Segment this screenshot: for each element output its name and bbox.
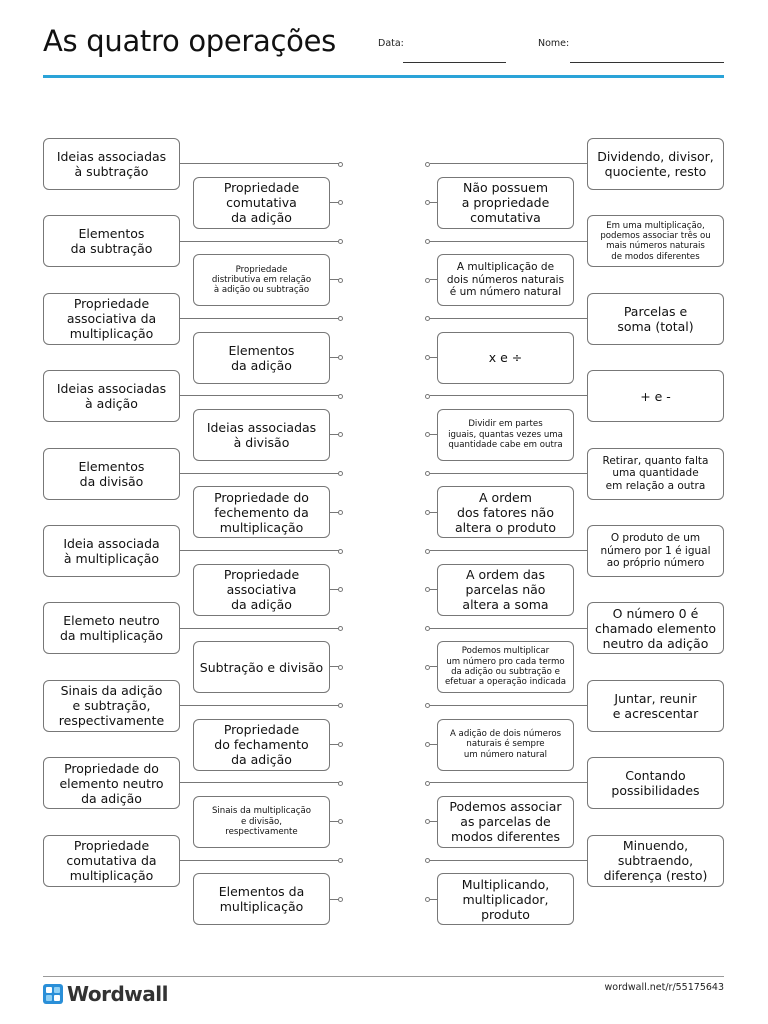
- left-match-box[interactable]: [193, 332, 330, 384]
- footer-url: wordwall.net/r/55175643: [604, 982, 724, 993]
- left-connector-line: [180, 241, 340, 242]
- left-match-text: Sinais da multiplicação e divisão, respectivamente: [211, 806, 312, 838]
- left-match-box[interactable]: [193, 719, 330, 771]
- left-match-box[interactable]: [193, 796, 330, 848]
- right-match-text: Minuendo, subtraendo, diferença (resto): [603, 838, 708, 884]
- right-match-box[interactable]: [437, 486, 574, 538]
- right-match-box[interactable]: [587, 602, 724, 654]
- left-connector-dot[interactable]: [338, 162, 343, 167]
- brand-logo: [43, 982, 168, 1006]
- right-match-text: Retirar, quanto falta uma quantidade em relação a outra: [602, 454, 709, 492]
- right-match-box[interactable]: [437, 332, 574, 384]
- right-match-box[interactable]: [437, 873, 574, 925]
- left-connector-line: [180, 628, 340, 629]
- right-connector-dot[interactable]: [425, 587, 430, 592]
- left-connector-dot[interactable]: [338, 742, 343, 747]
- right-connector-dot[interactable]: [425, 200, 430, 205]
- right-match-text: Dividir em partes iguais, quantas vezes uma quantidade cabe em outra: [448, 419, 563, 451]
- right-connector-line: [430, 821, 437, 822]
- right-connector-dot[interactable]: [425, 510, 430, 515]
- left-match-box[interactable]: [43, 602, 180, 654]
- name-label: Nome:: [538, 38, 570, 49]
- left-match-text: Propriedade associativa da adição: [223, 567, 300, 613]
- right-connector-dot[interactable]: [425, 549, 430, 554]
- right-connector-dot[interactable]: [425, 239, 430, 244]
- left-connector-line: [180, 705, 340, 706]
- right-connector-line: [430, 279, 437, 280]
- right-connector-line: [430, 550, 587, 551]
- right-connector-line: [430, 705, 587, 706]
- right-connector-line: [430, 357, 437, 358]
- left-connector-line: [180, 163, 340, 164]
- right-match-text: A ordem dos fatores não altera o produto: [455, 489, 556, 535]
- left-match-text: Subtração e divisão: [199, 659, 324, 675]
- left-connector-dot[interactable]: [338, 858, 343, 863]
- name-line: [570, 62, 724, 63]
- right-match-text: Não possuem a propriedade comutativa: [461, 180, 550, 226]
- left-connector-dot[interactable]: [338, 510, 343, 515]
- right-connector-line: [430, 241, 587, 242]
- right-connector-dot[interactable]: [425, 742, 430, 747]
- left-match-text: Elemeto neutro da multiplicação: [59, 613, 164, 644]
- left-connector-dot[interactable]: [338, 200, 343, 205]
- right-connector-line: [430, 163, 587, 164]
- date-label: Data:: [378, 38, 404, 49]
- right-connector-dot[interactable]: [425, 432, 430, 437]
- right-match-box[interactable]: [437, 719, 574, 771]
- left-match-text: Propriedade associativa da multiplicação: [66, 296, 157, 342]
- right-connector-dot[interactable]: [425, 897, 430, 902]
- right-match-box[interactable]: [437, 409, 574, 461]
- right-connector-line: [430, 628, 587, 629]
- left-match-box[interactable]: [43, 138, 180, 190]
- right-match-text: A adição de dois números naturais é sempre um número natural: [449, 729, 562, 760]
- right-match-text: O produto de um número por 1 é igual ao próprio número: [600, 532, 711, 570]
- right-match-box[interactable]: [587, 525, 724, 577]
- right-match-text: Juntar, reunir e acrescentar: [612, 690, 699, 721]
- right-connector-line: [430, 512, 437, 513]
- right-connector-dot[interactable]: [425, 703, 430, 708]
- left-match-text: Elementos da adição: [228, 342, 295, 373]
- left-connector-dot[interactable]: [338, 278, 343, 283]
- left-connector-line: [180, 550, 340, 551]
- left-connector-line: [180, 395, 340, 396]
- right-match-box[interactable]: [587, 448, 724, 500]
- right-connector-dot[interactable]: [425, 858, 430, 863]
- left-connector-line: [180, 473, 340, 474]
- right-connector-line: [430, 744, 437, 745]
- right-match-box[interactable]: [587, 757, 724, 809]
- right-connector-line: [430, 434, 437, 435]
- right-match-box[interactable]: [437, 254, 574, 306]
- left-match-box[interactable]: [193, 177, 330, 229]
- left-match-text: Propriedade do elemento neutro da adição: [59, 760, 164, 806]
- left-connector-dot[interactable]: [338, 819, 343, 824]
- right-match-text: A multiplicação de dois números naturais é um número natural: [446, 261, 565, 299]
- left-connector-dot[interactable]: [338, 432, 343, 437]
- right-match-box[interactable]: [587, 680, 724, 732]
- left-match-text: Sinais da adição e subtração, respectivamente: [58, 683, 165, 729]
- right-match-text: Parcelas e soma (total): [617, 303, 694, 334]
- brand-name: Wordwall: [67, 982, 168, 1006]
- right-connector-line: [430, 860, 587, 861]
- wordwall-logo-icon: [43, 984, 63, 1004]
- left-connector-dot[interactable]: [338, 703, 343, 708]
- left-connector-line: [180, 318, 340, 319]
- left-match-box[interactable]: [43, 370, 180, 422]
- left-match-text: Propriedade distributiva em relação à adição ou subtração: [211, 264, 312, 296]
- right-match-box[interactable]: [587, 138, 724, 190]
- left-match-box[interactable]: [193, 641, 330, 693]
- right-match-text: Em uma multiplicação, podemos associar três ou mais números naturais de modos diferentes: [600, 220, 711, 262]
- left-match-text: Propriedade comutativa da adição: [223, 180, 300, 226]
- right-match-text: Contando possibilidades: [611, 768, 700, 799]
- right-match-text: O número 0 é chamado elemento neutro da adição: [594, 605, 717, 651]
- right-connector-line: [430, 395, 587, 396]
- left-match-box[interactable]: [43, 525, 180, 577]
- left-match-text: Ideias associadas à subtração: [56, 149, 167, 179]
- left-match-text: Ideia associada à multiplicação: [63, 536, 160, 566]
- right-connector-line: [430, 473, 587, 474]
- right-match-box[interactable]: [437, 641, 574, 693]
- right-match-text: x e ÷: [488, 350, 523, 365]
- left-match-box[interactable]: [193, 486, 330, 538]
- left-match-box[interactable]: [43, 293, 180, 345]
- right-connector-dot[interactable]: [425, 162, 430, 167]
- left-connector-dot[interactable]: [338, 239, 343, 244]
- left-match-text: Ideias associadas à adição: [56, 381, 167, 412]
- date-line: [403, 62, 506, 63]
- right-match-box[interactable]: [437, 564, 574, 616]
- left-connector-dot[interactable]: [338, 471, 343, 476]
- left-match-box[interactable]: [193, 254, 330, 306]
- page-title: As quatro operações: [43, 24, 336, 58]
- right-connector-dot[interactable]: [425, 781, 430, 786]
- right-match-box[interactable]: [587, 835, 724, 887]
- left-match-text: Elementos da multiplicação: [218, 884, 305, 915]
- left-connector-dot[interactable]: [338, 665, 343, 670]
- right-connector-dot[interactable]: [425, 471, 430, 476]
- left-match-box[interactable]: [43, 835, 180, 887]
- right-connector-line: [430, 782, 587, 783]
- left-connector-dot[interactable]: [338, 897, 343, 902]
- right-connector-line: [430, 202, 437, 203]
- right-match-box[interactable]: [437, 177, 574, 229]
- left-match-box[interactable]: [43, 215, 180, 267]
- right-connector-line: [430, 666, 437, 667]
- left-connector-dot[interactable]: [338, 626, 343, 631]
- left-connector-dot[interactable]: [338, 316, 343, 321]
- right-connector-dot[interactable]: [425, 316, 430, 321]
- right-connector-line: [430, 318, 587, 319]
- left-connector-dot[interactable]: [338, 587, 343, 592]
- top-rule: [43, 75, 724, 78]
- right-match-box[interactable]: [587, 370, 724, 422]
- left-match-box[interactable]: [43, 448, 180, 500]
- right-match-text: + e -: [640, 388, 671, 404]
- right-match-text: A ordem das parcelas não altera a soma: [462, 567, 549, 613]
- left-connector-dot[interactable]: [338, 394, 343, 399]
- left-connector-line: [180, 782, 340, 783]
- left-match-box[interactable]: [43, 680, 180, 732]
- left-match-box[interactable]: [43, 757, 180, 809]
- left-match-box[interactable]: [193, 873, 330, 925]
- footer-rule: [43, 976, 724, 977]
- left-match-text: Propriedade comutativa da multiplicação: [66, 838, 157, 884]
- right-match-text: Multiplicando, multiplicador, produto: [461, 876, 550, 922]
- right-connector-dot[interactable]: [425, 819, 430, 824]
- right-connector-line: [430, 589, 437, 590]
- right-match-text: Podemos multiplicar um número pro cada termo da adição ou subtração e efetuar a operação indicada: [444, 646, 567, 688]
- right-connector-dot[interactable]: [425, 278, 430, 283]
- left-connector-dot[interactable]: [338, 549, 343, 554]
- right-connector-dot[interactable]: [425, 626, 430, 631]
- right-match-text: Dividendo, divisor, quociente, resto: [597, 149, 714, 179]
- right-match-box[interactable]: [587, 293, 724, 345]
- right-match-box[interactable]: [587, 215, 724, 267]
- left-match-text: Propriedade do fechamento da adição: [214, 722, 309, 767]
- right-connector-line: [430, 899, 437, 900]
- right-match-text: Podemos associar as parcelas de modos diferentes: [449, 799, 562, 845]
- right-connector-dot[interactable]: [425, 355, 430, 360]
- left-match-box[interactable]: [193, 409, 330, 461]
- left-match-text: Elementos da divisão: [78, 458, 145, 489]
- right-connector-dot[interactable]: [425, 665, 430, 670]
- left-connector-dot[interactable]: [338, 781, 343, 786]
- left-match-box[interactable]: [193, 564, 330, 616]
- left-match-text: Elementos da subtração: [70, 226, 153, 257]
- left-connector-dot[interactable]: [338, 355, 343, 360]
- left-match-text: Ideias associadas à divisão: [206, 419, 317, 450]
- left-connector-line: [180, 860, 340, 861]
- right-connector-dot[interactable]: [425, 394, 430, 399]
- right-match-box[interactable]: [437, 796, 574, 848]
- left-match-text: Propriedade do fechemento da multiplicação: [214, 489, 309, 535]
